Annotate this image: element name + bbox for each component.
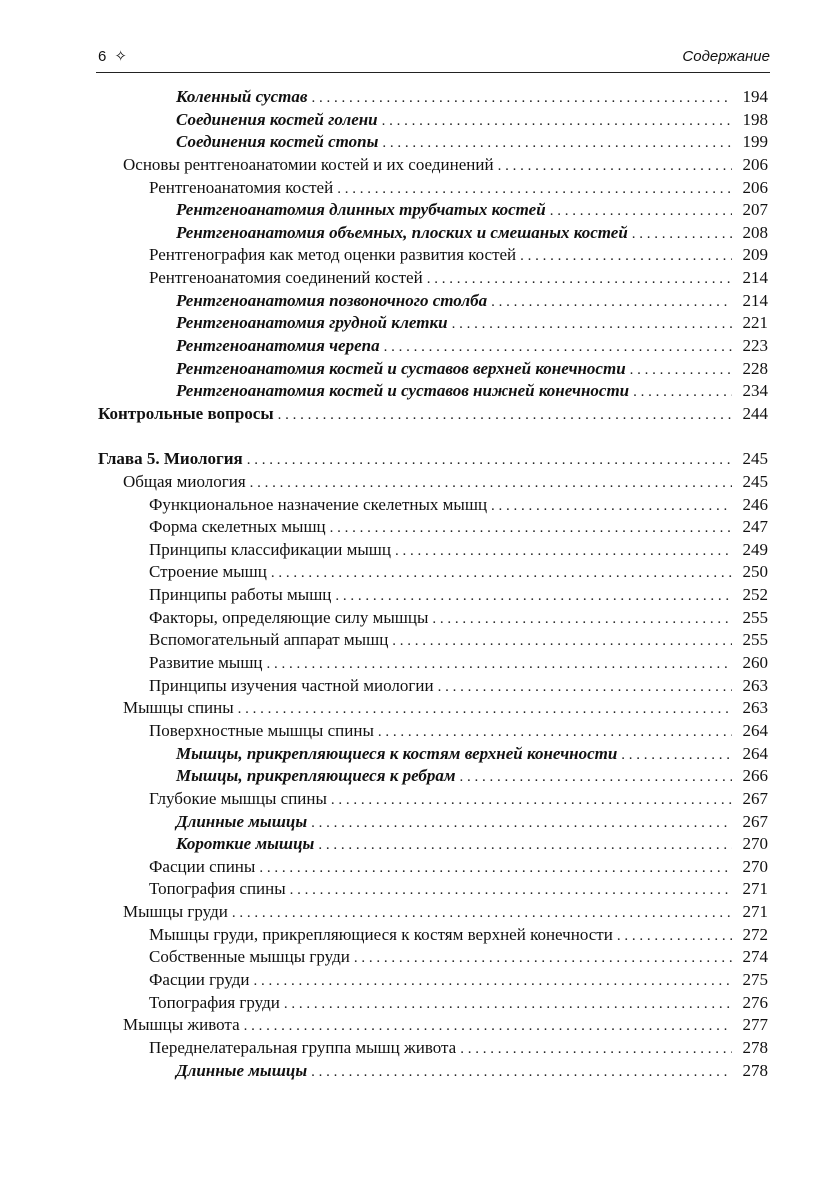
toc-entry-title: Вспомогательный аппарат мышц <box>149 630 389 650</box>
header-rule <box>96 72 770 73</box>
dot-leader <box>354 947 732 970</box>
toc-entry-title: Принципы работы мышц <box>149 585 332 605</box>
dot-leader <box>330 517 732 540</box>
dot-leader <box>267 653 732 676</box>
toc-entry-page: 199 <box>742 132 768 152</box>
toc-entry-page: 247 <box>742 517 768 537</box>
toc-entry[interactable] <box>98 290 768 313</box>
toc-entry-page: 252 <box>742 585 768 605</box>
toc-entry[interactable] <box>98 1014 768 1037</box>
toc-entry[interactable] <box>98 788 768 811</box>
dot-leader <box>238 698 732 721</box>
toc-entry-page: 278 <box>742 1037 768 1057</box>
toc-entry-title: Соединения костей голени <box>176 109 378 129</box>
toc-entry[interactable] <box>98 86 768 109</box>
toc-entry[interactable] <box>98 743 768 766</box>
toc-entry-title: Соединения костей стопы <box>176 132 379 152</box>
dot-leader <box>491 291 732 314</box>
dot-leader <box>311 1061 732 1084</box>
toc-entry[interactable] <box>98 222 768 245</box>
toc-entry-title: Мышцы спины <box>123 698 234 718</box>
toc-entry-title: Рентгеноанатомия объемных, плоских и смешаных костей <box>176 222 628 242</box>
toc-entry-page: 250 <box>742 562 768 582</box>
dot-leader <box>491 495 732 518</box>
dot-leader <box>460 1038 732 1061</box>
toc-entry[interactable] <box>98 494 768 517</box>
toc-entry-title: Глубокие мышцы спины <box>149 788 327 808</box>
toc-entry[interactable] <box>98 131 768 154</box>
toc-entry[interactable] <box>98 924 768 947</box>
toc-entry-page: 270 <box>742 856 768 876</box>
toc-entry-title: Топография груди <box>149 992 280 1012</box>
toc-entry-page: 276 <box>742 992 768 1012</box>
toc-entry[interactable] <box>98 607 768 630</box>
toc-entry-title: Рентгеноанатомия соединений костей <box>149 268 423 288</box>
toc-entry[interactable] <box>98 833 768 856</box>
toc-entry-page: 264 <box>742 743 768 763</box>
toc-entry-page: 267 <box>742 811 768 831</box>
toc-entry-title: Длинные мышцы <box>176 811 308 831</box>
toc-entry-page: 234 <box>742 381 768 401</box>
toc-entry-page: 270 <box>742 834 768 854</box>
toc-entry-title: Собственные мышцы груди <box>149 947 350 967</box>
toc-entry-title: Мышцы груди <box>123 902 228 922</box>
toc-entry-title: Фасции спины <box>149 856 256 876</box>
toc-entry[interactable] <box>98 539 768 562</box>
toc-entry-title: Рентгеноанатомия длинных трубчатых костей <box>176 200 546 220</box>
dot-leader <box>630 359 732 382</box>
toc-entry-page: 206 <box>742 154 768 174</box>
toc-entry-page: 255 <box>742 607 768 627</box>
section-title: Содержание <box>682 47 770 65</box>
toc-entry-page: 267 <box>742 788 768 808</box>
toc-entry[interactable] <box>98 335 768 358</box>
dot-leader <box>247 449 732 472</box>
toc-entry-page: 278 <box>742 1060 768 1080</box>
toc-entry-title: Факторы, определяющие силу мышцы <box>149 607 429 627</box>
toc-entry[interactable] <box>98 946 768 969</box>
toc-entry-page: 266 <box>742 766 768 786</box>
toc-entry-title: Рентгеноанатомия грудной клетки <box>176 313 448 333</box>
dot-leader <box>335 585 732 608</box>
toc-entry[interactable] <box>98 1037 768 1060</box>
toc-entry[interactable] <box>98 697 768 720</box>
toc-entry[interactable] <box>98 629 768 652</box>
toc-entry-page: 206 <box>742 177 768 197</box>
toc-entry-title: Рентгеноанатомия костей <box>149 177 334 197</box>
dot-leader <box>278 404 732 427</box>
toc-entry[interactable] <box>98 720 768 743</box>
toc-entry-page: 223 <box>742 336 768 356</box>
toc-entry-page: 214 <box>742 290 768 310</box>
toc-entry-page: 245 <box>742 471 768 491</box>
toc-entry-page: 209 <box>742 245 768 265</box>
toc-entry[interactable] <box>98 380 768 403</box>
dot-leader <box>259 857 732 880</box>
dot-leader <box>520 245 732 268</box>
dot-leader <box>318 834 732 857</box>
toc-entry-page: 246 <box>742 494 768 514</box>
toc-entry-page: 208 <box>742 222 768 242</box>
dot-leader <box>271 562 732 585</box>
toc-entry-page: 263 <box>742 675 768 695</box>
dot-leader <box>460 766 732 789</box>
toc-entry[interactable] <box>98 901 768 924</box>
toc-spacer <box>98 426 768 449</box>
toc-entry-title: Коленный сустав <box>176 87 308 106</box>
toc-entry-title: Переднелатеральная группа мышц живота <box>149 1037 457 1057</box>
dot-leader <box>392 630 732 653</box>
toc-entry-page: 275 <box>742 969 768 989</box>
dot-leader <box>395 540 732 563</box>
toc-entry-title: Фасции груди <box>149 969 250 989</box>
toc-entry-title: Мышцы груди, прикрепляющиеся к костям верхней конечности <box>149 924 613 944</box>
toc-entry-page: 221 <box>742 313 768 333</box>
toc-entry-title: Мышцы живота <box>123 1015 240 1035</box>
dot-leader <box>311 812 732 835</box>
toc-entry[interactable] <box>98 516 768 539</box>
toc-entry-title: Общая миология <box>123 471 246 491</box>
toc-entry-title: Рентгеноанатомия костей и суставов нижней конечности <box>176 381 630 401</box>
toc-entry-page: 214 <box>742 268 768 288</box>
toc-entry-title: Основы рентгеноанатомии костей и их соединений <box>123 154 494 174</box>
toc-entry-page: 194 <box>742 87 768 106</box>
dot-leader <box>550 200 732 223</box>
toc-entry-page: 228 <box>742 358 768 378</box>
toc-entry-title: Строение мышц <box>149 562 267 582</box>
dot-leader <box>337 178 732 201</box>
dot-leader <box>617 925 732 948</box>
toc-entry-page: 244 <box>742 403 768 423</box>
toc-entry[interactable] <box>98 765 768 788</box>
toc-entry-title: Рентгеноанатомия костей и суставов верхней конечности <box>176 358 626 378</box>
dot-leader <box>498 155 732 178</box>
toc-entry-page: 263 <box>742 698 768 718</box>
running-header <box>98 44 770 68</box>
toc-entry-title: Рентгенография как метод оценки развития костей <box>149 245 517 265</box>
toc-entry-title: Мышцы, прикрепляющиеся к костям верхней конечности <box>176 743 618 763</box>
toc-entry[interactable] <box>98 675 768 698</box>
toc-entry-page: 271 <box>742 879 768 899</box>
toc-entry[interactable] <box>98 878 768 901</box>
dot-leader <box>244 1015 732 1038</box>
ornament-icon: ✧ <box>114 48 127 65</box>
toc-entry-title: Принципы изучения частной миологии <box>149 675 434 695</box>
toc-entry-page: 272 <box>742 924 768 944</box>
toc-entry-title: Рентгеноанатомия черепа <box>176 336 380 356</box>
toc-entry-page: 277 <box>742 1015 768 1035</box>
toc-entry[interactable] <box>98 358 768 381</box>
toc-entry[interactable] <box>98 154 768 177</box>
toc-entry-title: Глава 5. Миология <box>98 449 243 469</box>
dot-leader <box>427 268 732 291</box>
dot-leader <box>438 676 732 699</box>
toc-entry-title: Принципы классификации мышц <box>149 539 391 559</box>
dot-leader <box>254 970 733 993</box>
toc-entry-page: 271 <box>742 902 768 922</box>
toc-entry[interactable] <box>98 584 768 607</box>
page-number: 6 <box>98 47 107 65</box>
toc-entry-page: 274 <box>742 947 768 967</box>
toc-entry-page: 198 <box>742 109 768 129</box>
toc-entry-title: Функциональное назначение скелетных мышц <box>149 494 488 514</box>
toc-entry[interactable] <box>98 1060 768 1083</box>
toc-entry[interactable] <box>98 312 768 335</box>
toc-entry[interactable] <box>98 448 768 471</box>
dot-leader <box>632 223 732 246</box>
toc-entry-page: 255 <box>742 630 768 650</box>
toc-entry-title: Рентгеноанатомия позвоночного столба <box>176 290 488 310</box>
dot-leader <box>378 721 732 744</box>
dot-leader <box>331 789 732 812</box>
toc-entry[interactable] <box>98 267 768 290</box>
dot-leader <box>452 313 732 336</box>
toc-entry-title: Форма скелетных мышц <box>149 517 326 537</box>
toc-entry-page: 260 <box>742 653 768 673</box>
toc-entry[interactable] <box>98 856 768 879</box>
toc-entry-title: Развитие мышц <box>149 653 263 673</box>
toc-entry-title: Длинные мышцы <box>176 1060 308 1080</box>
dot-leader <box>232 902 732 925</box>
dot-leader <box>290 879 732 902</box>
toc-entry[interactable] <box>98 244 768 267</box>
dot-leader <box>633 381 732 404</box>
table-of-contents <box>98 86 768 1082</box>
toc-entry[interactable] <box>98 403 768 426</box>
toc-entry[interactable] <box>98 969 768 992</box>
toc-entry[interactable] <box>98 652 768 675</box>
toc-entry-page: 249 <box>742 539 768 559</box>
toc-entry-title: Мышцы, прикрепляющиеся к ребрам <box>176 766 456 786</box>
toc-entry-title: Топография спины <box>149 879 286 899</box>
dot-leader <box>284 993 732 1016</box>
toc-entry[interactable] <box>98 109 768 132</box>
toc-entry-page: 264 <box>742 720 768 740</box>
dot-leader <box>382 132 732 155</box>
toc-entry[interactable] <box>98 811 768 834</box>
dot-leader <box>621 744 732 767</box>
toc-entry-page: 245 <box>742 449 768 469</box>
dot-leader <box>382 110 732 133</box>
dot-leader <box>250 472 732 495</box>
toc-entry[interactable] <box>98 199 768 222</box>
toc-entry-title: Короткие мышцы <box>176 834 315 854</box>
header-left <box>98 47 127 65</box>
dot-leader <box>432 608 732 631</box>
dot-leader <box>311 87 732 110</box>
toc-entry-title: Контрольные вопросы <box>98 403 274 423</box>
toc-entry[interactable] <box>98 561 768 584</box>
dot-leader <box>384 336 732 359</box>
toc-entry[interactable] <box>98 177 768 200</box>
toc-entry-page: 207 <box>742 200 768 220</box>
toc-entry-title: Поверхностные мышцы спины <box>149 720 374 740</box>
toc-entry[interactable] <box>98 471 768 494</box>
toc-entry[interactable] <box>98 992 768 1015</box>
